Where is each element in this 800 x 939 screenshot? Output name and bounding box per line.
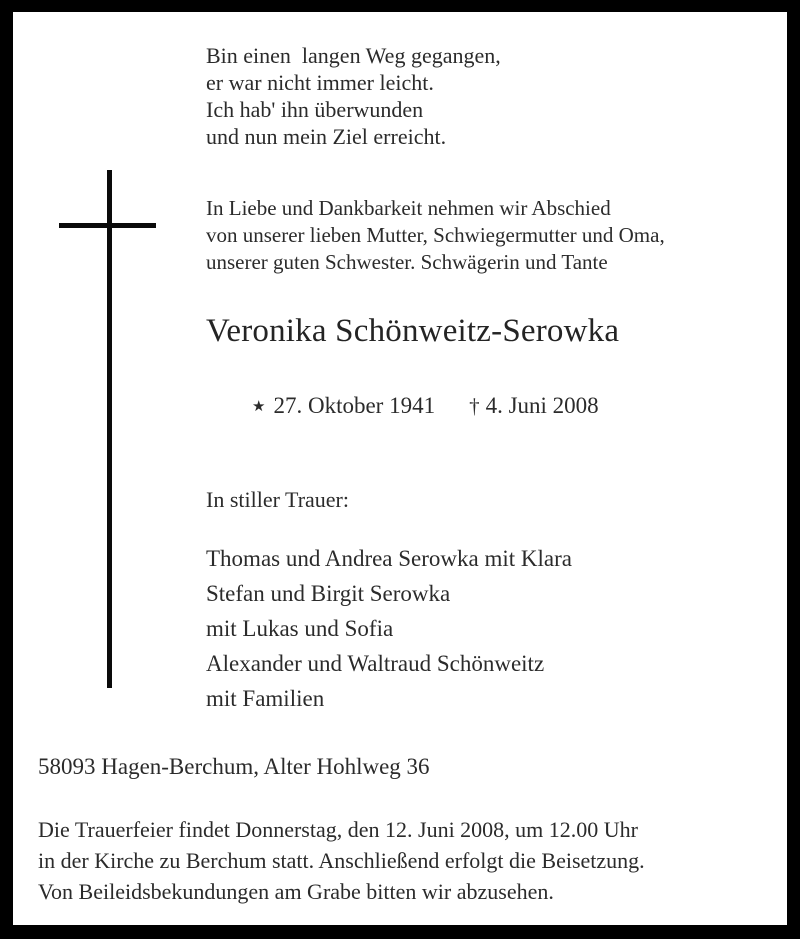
memorial-poem <box>206 42 766 150</box>
christian-cross-icon <box>46 157 178 692</box>
farewell-line: von unserer lieben Mutter, Schwiegermutter und Oma, <box>206 223 665 247</box>
service-line: in der Kirche zu Berchum statt. Anschließend erfolgt die Beisetzung. <box>38 848 645 873</box>
cross-vertical-bar <box>107 170 112 688</box>
mourners-intro: In stiller Trauer: <box>206 487 349 512</box>
poem-line: er war nicht immer leicht. <box>206 70 434 95</box>
life-dates <box>206 350 766 449</box>
mourners-list <box>206 513 766 716</box>
poem-line: und nun mein Ziel erreicht. <box>206 124 447 149</box>
poem-line: Bin einen langen Weg gegangen, <box>206 43 501 68</box>
mourner-line: Stefan und Birgit Serowka <box>206 581 451 606</box>
obituary-footer <box>38 752 768 907</box>
mourner-line: mit Lukas und Sofia <box>206 616 394 641</box>
birth-date: 27. Oktober 1941 <box>273 393 436 418</box>
address-line: 58093 Hagen-Berchum, Alter Hohlweg 36 <box>38 754 430 779</box>
farewell-line: In Liebe und Dankbarkeit nehmen wir Abschied <box>206 196 611 220</box>
mourner-line: Thomas und Andrea Serowka mit Klara <box>206 546 572 571</box>
service-line: Die Trauerfeier findet Donnerstag, den 12. Juni 2008, um 12.00 Uhr <box>38 817 639 842</box>
mourner-line: Alexander und Waltraud Schönweitz <box>206 651 545 676</box>
cross-horizontal-bar <box>59 223 156 228</box>
birth-star-icon: ★ <box>252 399 266 415</box>
farewell-line: unserer guten Schwester. Schwägerin und Tante <box>206 250 608 274</box>
poem-line: Ich hab' ihn überwunden <box>206 97 424 122</box>
deceased-name: Veronika Schönweitz-Serowka <box>206 313 620 349</box>
obituary-main-column <box>206 42 766 716</box>
death-dagger-icon: † <box>469 394 480 418</box>
obituary-card <box>13 12 787 925</box>
service-details <box>38 782 768 907</box>
farewell-statement <box>206 150 766 276</box>
service-line: Von Beileidsbekundungen am Grabe bitten wir abzusehen. <box>38 879 554 904</box>
death-date: 4. Juni 2008 <box>485 393 599 418</box>
mourner-line: mit Familien <box>206 686 325 711</box>
